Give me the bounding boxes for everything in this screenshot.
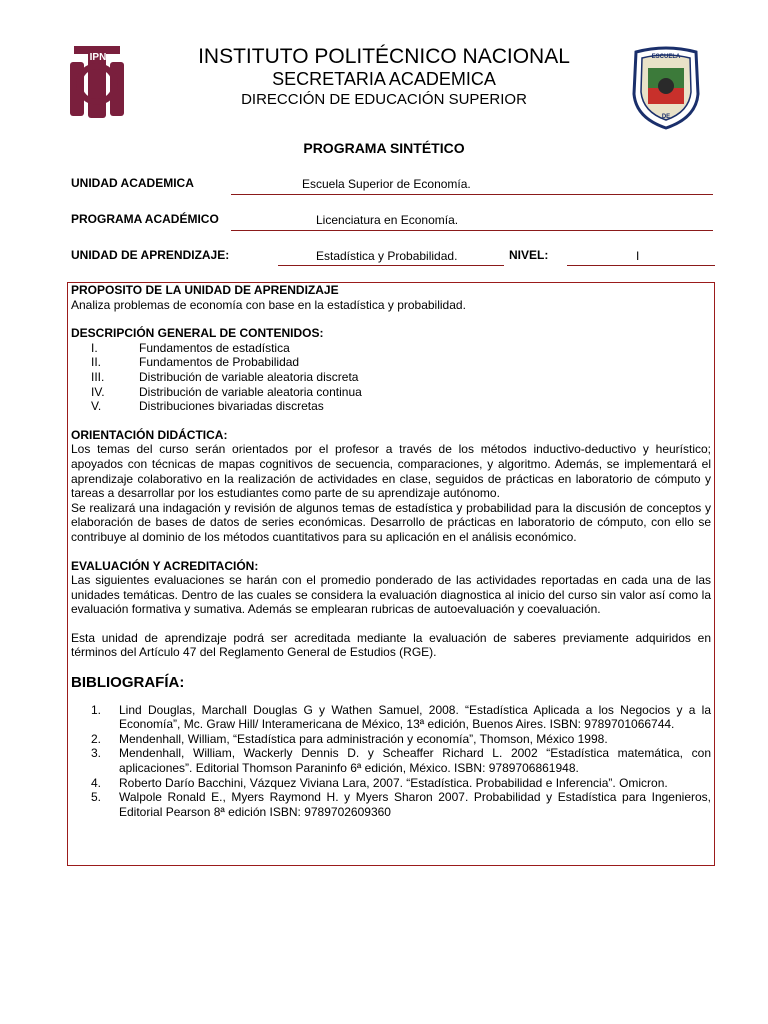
content-body <box>71 283 711 819</box>
bib-item: 1. Lind Douglas, Marchall Douglas G y Wathen Samuel, 2008. “Estadística Aplicada a los Negocios y a la Economía”, Mc. Graw Hill/ Interamericana de México, 13ª edición, Buenos Aires. ISBN: 9789701066744. <box>91 702 711 732</box>
unidad-academica-value: Escuela Superior de Economía. <box>302 177 471 191</box>
list-item: V. Distribuciones bivariadas discretas <box>91 399 324 414</box>
nivel-underline <box>567 265 715 266</box>
orientacion-title: ORIENTACIÓN DIDÁCTICA: <box>71 427 228 442</box>
secretariat-title: SECRETARIA ACADEMICA <box>272 69 496 89</box>
proposito-text: Analiza problemas de economía con base en la estadística y probabilidad. <box>71 297 466 312</box>
shield-bottom-text: DE <box>661 114 671 120</box>
orientacion-paragraph-2: Se realizará una indagación y revisión de algunos temas de estadística y probabilidad para la discusión de conceptos y elaboración de bases de datos de series económicas. Desarrollo de prácticas en laboratorio de cómputo, con ello se contribuye al dominio de los métodos cuantitativos para su aplicación en el análisis económico. <box>71 500 711 544</box>
programa-label: PROGRAMA ACADÉMICO <box>71 212 219 226</box>
evaluacion-paragraph-2: Esta unidad de aprendizaje podrá ser acreditada mediante la evaluación de saberes previamente adquiridos en términos del Artículo 47 del Reglamento General de Estudios (RGE). <box>71 630 711 660</box>
bib-item: 3. Mendenhall, William, Wackerly Dennis D. y Scheaffer Richard L. 2002 “Estadística matemática, con aplicaciones”. Editorial Thomson Paraninfo 6ª edición, México. ISBN: 9789706861948. <box>91 746 711 776</box>
unidad-academica-label: UNIDAD ACADEMICA <box>71 176 194 190</box>
proposito-title: PROPOSITO DE LA UNIDAD DE APRENDIZAJE <box>71 283 339 297</box>
list-item: II. Fundamentos de Probabilidad <box>91 355 300 370</box>
unidad-aprendizaje-value: Estadística y Probabilidad. <box>316 249 458 263</box>
unidad-aprendizaje-underline <box>278 265 504 266</box>
ipn-logo-text: IPN <box>89 52 107 63</box>
contenidos-title: DESCRIPCIÓN GENERAL DE CONTENIDOS: <box>71 326 324 341</box>
institution-title: INSTITUTO POLITÉCNICO NACIONAL <box>198 45 570 68</box>
shield-top-text: ESCUELA <box>651 54 681 60</box>
direction-title: DIRECCIÓN DE EDUCACIÓN SUPERIOR <box>241 91 527 108</box>
bib-item: 4. Roberto Darío Bacchini, Vázquez Viviana Lara, 2007. “Estadística. Probabilidad e Inferencia”. Omicron. <box>91 775 668 790</box>
nivel-label: NIVEL: <box>509 248 549 262</box>
bib-item: 5. Walpole Ronald E., Myers Raymond H. y Myers Sharon 2007. Probabilidad y Estadística para Ingenieros, Editorial Pearson 8ª edición ISBN: 9789702609360 <box>91 790 711 819</box>
evaluacion-title: EVALUACIÓN Y ACREDITACIÓN: <box>71 558 259 573</box>
nivel-value: I <box>636 249 640 263</box>
programa-value: Licenciatura en Economía. <box>316 213 459 227</box>
list-item: I. Fundamentos de estadística <box>91 340 290 355</box>
orientacion-paragraph-1: Los temas del curso serán orientados por el profesor a través de los métodos inductivo-deductivo y heurístico; apoyados con técnicas de mapas cognitivos de secuencia, comparaciones, y algoritmo. Además, se implementará el aprendizaje colaborativo en la realización de actividades en clase, seguidos de prácticas en laboratorio de cómputo y tareas a desarrollar por los estudiantes como parte de su aprendizaje autónomo. <box>71 442 711 501</box>
program-title: PROGRAMA SINTÉTICO <box>303 140 465 156</box>
unidad-academica-underline <box>231 194 713 195</box>
bib-item: 2. Mendenhall, William, “Estadística para administración y economía”, Thomson, México 1998. <box>91 731 608 746</box>
bibliografia-title: BIBLIOGRAFÍA: <box>71 674 185 692</box>
list-item: IV. Distribución de variable aleatoria continua <box>91 384 362 399</box>
unidad-aprendizaje-label: UNIDAD DE APRENDIZAJE: <box>71 248 230 262</box>
list-item: III. Distribución de variable aleatoria discreta <box>91 369 359 384</box>
programa-underline <box>231 230 713 231</box>
evaluacion-paragraph-1: Las siguientes evaluaciones se harán con el promedio ponderado de las actividades reportadas en cada una de las unidades temáticas. Dentro de las cuales se considera la evaluación diagnostica al inicio del curso sin valor así como la evaluación formativa y sumativa. Además se emplearan rubricas de autoevaluación y coevaluación. <box>71 573 711 617</box>
